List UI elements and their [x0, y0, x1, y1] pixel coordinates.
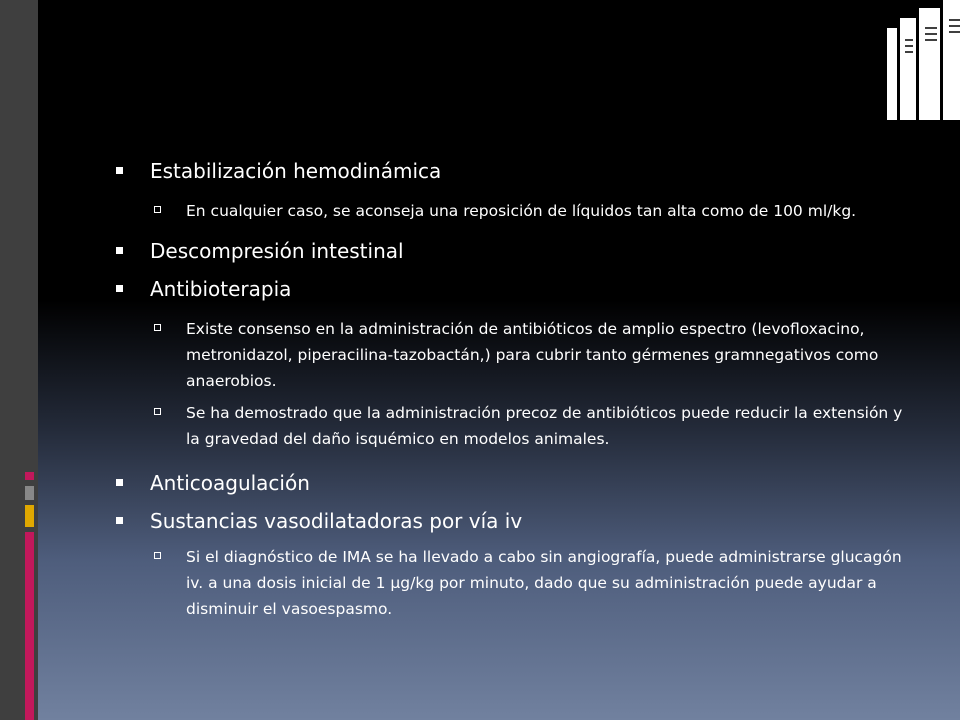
square-bullet-icon	[116, 285, 123, 292]
subbullet-consenso-antibioticos	[114, 316, 904, 394]
accent-bar-pink-bottom	[25, 532, 34, 720]
bullet-anticoagulacion	[114, 470, 904, 496]
bullet-descompresion	[114, 238, 904, 264]
subbullet-text: Existe consenso en la administración de antibióticos de amplio espectro (levofloxacino, metronidazol, piperacilina-tazobactán,) para cubrir tanto gérmenes gramnegativos como anaerobios.	[186, 320, 879, 390]
theme-logo-icon	[887, 0, 960, 120]
hollow-square-bullet-icon	[154, 324, 161, 331]
accent-bar-pink-top	[25, 472, 34, 480]
subbullet-text: Si el diagnóstico de IMA se ha llevado a cabo sin angiografía, puede administrarse glucagón iv. a una dosis inicial de 1 µg/kg por minuto, dado que su administración puede ayudar a disminuir el vasoespasmo.	[186, 548, 902, 618]
bullet-sustancias-vasodilatadoras	[114, 508, 904, 534]
square-bullet-icon	[116, 517, 123, 524]
accent-bar-gray	[25, 486, 34, 500]
bullet-text: Sustancias vasodilatadoras por vía iv	[150, 509, 523, 533]
hollow-square-bullet-icon	[154, 206, 161, 213]
subbullet-text: En cualquier caso, se aconseja una reposición de líquidos tan alta como de 100 ml/kg.	[186, 202, 857, 220]
subbullet-reposicion-liquidos	[114, 198, 904, 224]
square-bullet-icon	[116, 247, 123, 254]
bullet-text: Anticoagulación	[150, 471, 310, 495]
slide-content	[114, 150, 904, 622]
bullet-antibioterapia	[114, 276, 904, 302]
bullet-text: Antibioterapia	[150, 277, 292, 301]
bullet-estabilizacion	[114, 158, 904, 184]
square-bullet-icon	[116, 479, 123, 486]
hollow-square-bullet-icon	[154, 408, 161, 415]
subbullet-administracion-precoz	[114, 400, 904, 452]
subbullet-text: Se ha demostrado que la administración precoz de antibióticos puede reducir la extensión y la gravedad del daño isquémico en modelos animales.	[186, 404, 903, 448]
bullet-text: Descompresión intestinal	[150, 239, 404, 263]
left-decorative-strip	[0, 0, 38, 720]
bullet-text: Estabilización hemodinámica	[150, 159, 442, 183]
subbullet-glucagon	[114, 544, 904, 622]
square-bullet-icon	[116, 167, 123, 174]
hollow-square-bullet-icon	[154, 552, 161, 559]
accent-bar-yellow	[25, 505, 34, 527]
